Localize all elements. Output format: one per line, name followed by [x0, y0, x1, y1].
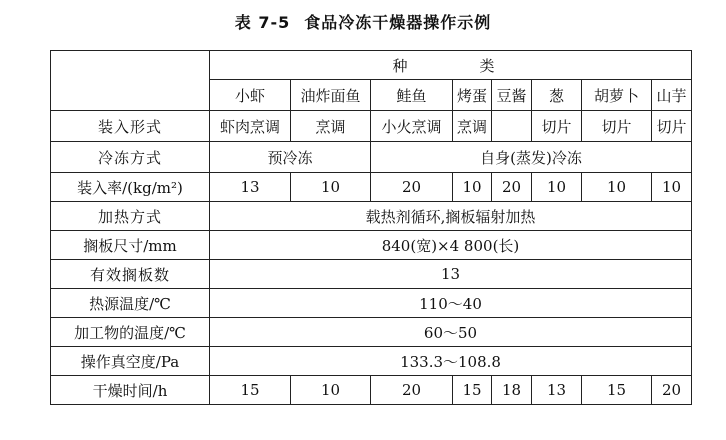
row-label: 装入形式	[51, 111, 210, 142]
category-header: 种 类	[210, 51, 692, 80]
row-label: 干燥时间/h	[51, 376, 210, 405]
product-temp-row	[51, 318, 692, 347]
pre-freeze-cell: 预冷冻	[210, 142, 371, 173]
merged-value: 13	[210, 260, 692, 289]
heat-source-temp-row	[51, 289, 692, 318]
row-label: 热源温度/℃	[51, 289, 210, 318]
cell-value: 20	[652, 376, 692, 405]
freeze-method-row	[51, 142, 692, 173]
merged-value: 载热剂循环,搁板辐射加热	[210, 202, 692, 231]
load-form-row	[51, 111, 692, 142]
table-caption: 食品冷冻干燥器操作示例	[304, 13, 492, 32]
operation-table	[50, 50, 692, 405]
cell-value: 10	[291, 173, 371, 202]
merged-value: 840(宽)×4 800(长)	[210, 231, 692, 260]
merged-value: 133.3～108.8	[210, 347, 692, 376]
food-name: 豆酱	[492, 80, 532, 111]
cell-value: 切片	[652, 111, 692, 142]
shelf-count-row	[51, 260, 692, 289]
cell-value: 烹调	[453, 111, 492, 142]
shelf-size-row	[51, 231, 692, 260]
cell-value: 10	[582, 173, 652, 202]
row-label: 加工物的温度/℃	[51, 318, 210, 347]
food-name: 葱	[532, 80, 582, 111]
load-rate-row	[51, 173, 692, 202]
cell-value: 烹调	[291, 111, 371, 142]
cell-value: 10	[453, 173, 492, 202]
cell-value	[492, 111, 532, 142]
cell-value: 13	[532, 376, 582, 405]
cell-value: 切片	[532, 111, 582, 142]
self-freeze-cell: 自身(蒸发)冷冻	[371, 142, 692, 173]
food-name: 胡萝卜	[582, 80, 652, 111]
cell-value: 10	[652, 173, 692, 202]
cell-value: 20	[371, 376, 453, 405]
cell-value: 15	[210, 376, 291, 405]
heating-method-row	[51, 202, 692, 231]
food-name: 山芋	[652, 80, 692, 111]
cell-value: 15	[582, 376, 652, 405]
row-label: 操作真空度/Pa	[51, 347, 210, 376]
cell-value: 切片	[582, 111, 652, 142]
cell-value: 20	[371, 173, 453, 202]
row-label: 冷冻方式	[51, 142, 210, 173]
cell-value: 小火烹调	[371, 111, 453, 142]
header-row	[51, 51, 692, 80]
vacuum-row	[51, 347, 692, 376]
merged-value: 60～50	[210, 318, 692, 347]
merged-value: 110～40	[210, 289, 692, 318]
corner-cell	[51, 51, 210, 111]
food-name: 鲑鱼	[371, 80, 453, 111]
cell-value: 13	[210, 173, 291, 202]
food-name: 油炸面鱼	[291, 80, 371, 111]
table-title	[0, 10, 726, 33]
row-label: 加热方式	[51, 202, 210, 231]
cell-value: 20	[492, 173, 532, 202]
row-label: 有效搁板数	[51, 260, 210, 289]
food-name: 烤蛋	[453, 80, 492, 111]
cell-value: 虾肉烹调	[210, 111, 291, 142]
drying-time-row	[51, 376, 692, 405]
row-label: 装入率/(kg/m²)	[51, 173, 210, 202]
food-name: 小虾	[210, 80, 291, 111]
table-number: 表 7-5	[234, 13, 291, 32]
cell-value: 10	[291, 376, 371, 405]
row-label: 搁板尺寸/mm	[51, 231, 210, 260]
cell-value: 15	[453, 376, 492, 405]
cell-value: 18	[492, 376, 532, 405]
cell-value: 10	[532, 173, 582, 202]
